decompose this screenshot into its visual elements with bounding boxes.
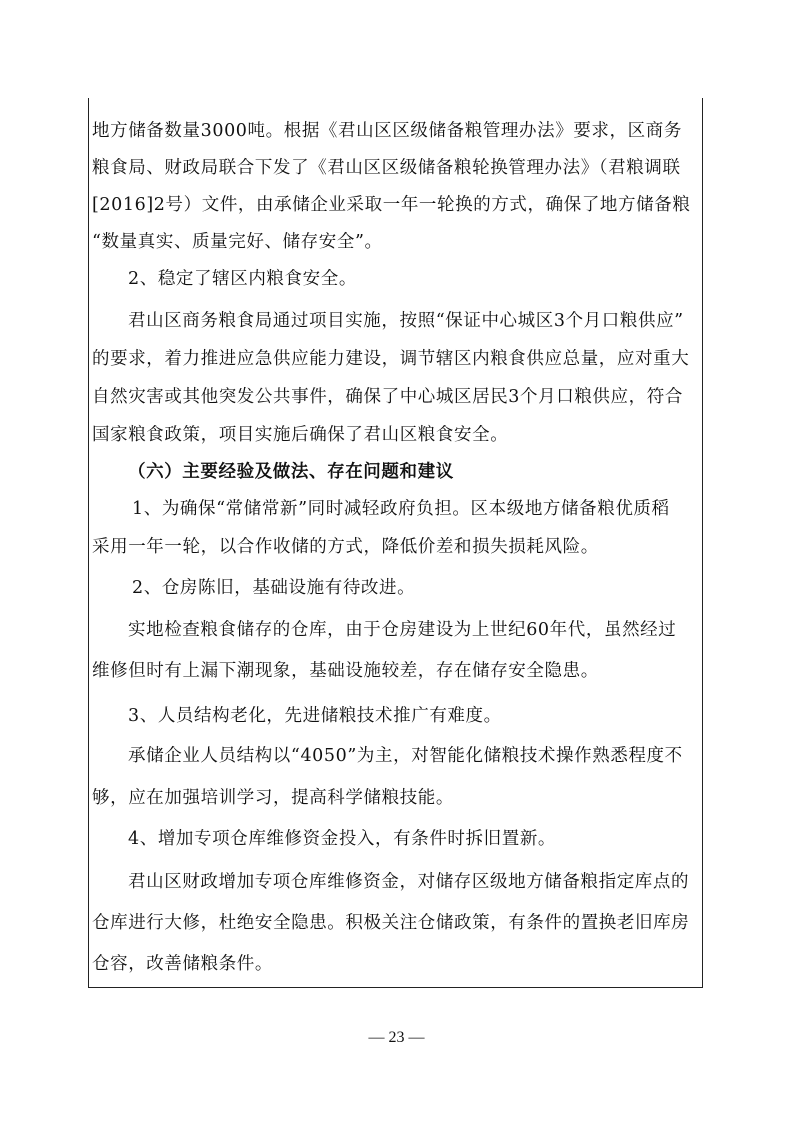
paragraph-line: 仓容，改善储粮条件。 [92, 954, 273, 974]
paragraph-line: “数量真实、质量完好、储存安全”。 [92, 232, 383, 252]
paragraph-line: 采用一年一轮，以合作收储的方式，降低价差和损失损耗风险。 [92, 537, 599, 557]
paragraph-line: 够，应在加强培训学习，提高科学储粮技能。 [92, 788, 454, 808]
paragraph-line: 君山区商务粮食局通过项目实施，按照“保证中心城区3个月口粮供应” [128, 311, 684, 331]
paragraph-line: 1、为确保“常储常新”同时减轻政府负担。区本级地方储备粮优质稻 [132, 499, 670, 519]
paragraph-line: 君山区财政增加专项仓库维修资金，对储存区级地方储备粮指定库点的 [128, 872, 690, 892]
section-title: （六）主要经验及做法、存在问题和建议 [128, 462, 454, 482]
paragraph-line: 仓库进行大修，杜绝安全隐患。积极关注仓储政策，有条件的置换老旧库房 [92, 913, 690, 933]
paragraph-line: 自然灾害或其他突发公共事件，确保了中心城区居民3个月口粮供应，符合 [92, 387, 683, 407]
paragraph-line: [2016]2号）文件，由承储企业采取一年一轮换的方式，确保了地方储备粮 [92, 195, 691, 215]
paragraph-line: 承储企业人员结构以“4050”为主，对智能化储粮技术操作熟悉程度不 [128, 746, 683, 766]
paragraph-line: 地方储备数量3000吨。根据《君山区区级储备粮管理办法》要求，区商务 [92, 121, 682, 141]
paragraph-line: 的要求，着力推进应急供应能力建设，调节辖区内粮食供应总量，应对重大 [92, 349, 690, 369]
section-heading: 3、人员结构老化，先进储粮技术推广有难度。 [128, 706, 502, 726]
section-heading: 2、仓房陈旧，基础设施有待改进。 [132, 578, 416, 598]
section-heading: 2、稳定了辖区内粮食安全。 [128, 269, 357, 289]
page-number: — 23 — [368, 1029, 425, 1046]
section-heading: 4、增加专项仓库维修资金投入，有条件时拆旧置新。 [128, 829, 557, 849]
paragraph-line: 国家粮食政策，项目实施后确保了君山区粮食安全。 [92, 425, 509, 445]
paragraph-line: 维修但时有上漏下潮现象，基础设施较差，存在储存安全隐患。 [92, 661, 599, 681]
paragraph-line: 实地检查粮食储存的仓库，由于仓房建设为上世纪60年代，虽然经过 [128, 620, 677, 640]
paragraph-line: 粮食局、财政局联合下发了《君山区区级储备粮轮换管理办法》（君粮调联 [92, 158, 681, 178]
